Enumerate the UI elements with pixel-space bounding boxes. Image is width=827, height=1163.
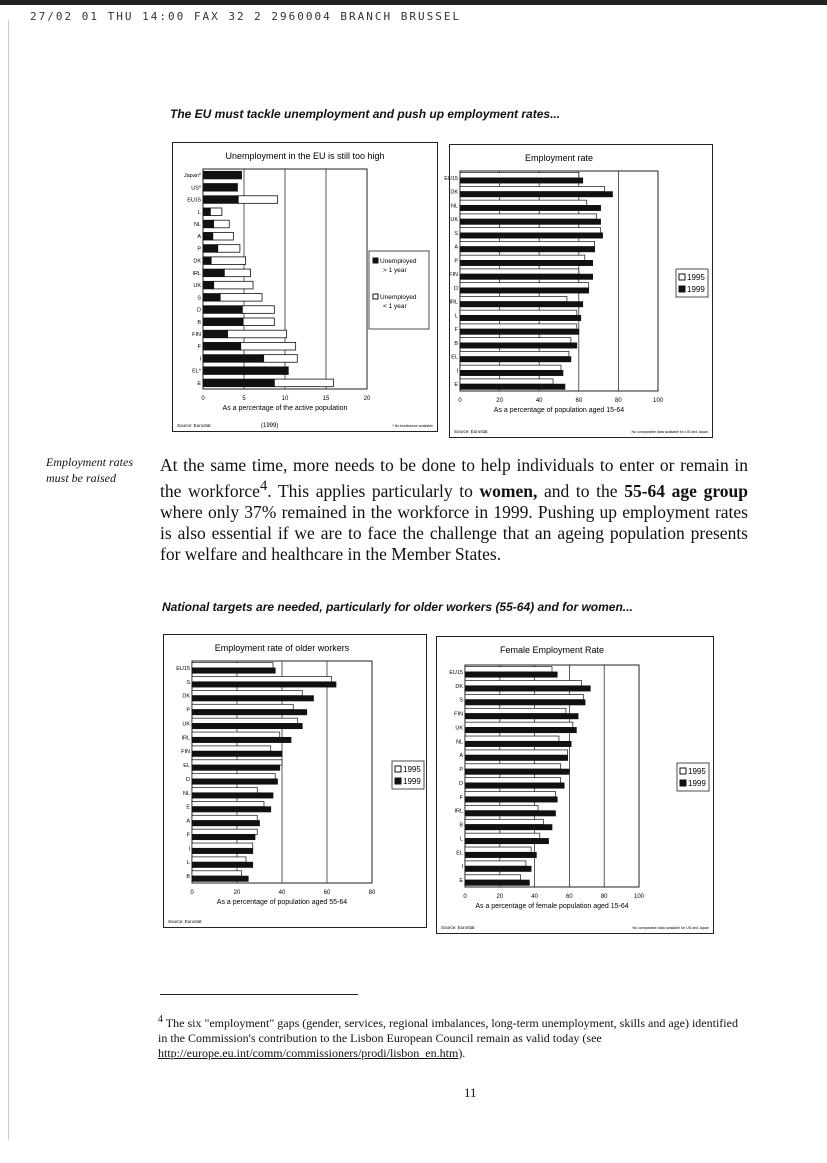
bar xyxy=(238,196,277,204)
legend-label: 1999 xyxy=(688,779,706,788)
chart-svg xyxy=(444,145,712,437)
footnote-mark: 4 xyxy=(158,1014,163,1025)
bar xyxy=(192,751,282,756)
category-label: Japan* xyxy=(183,173,201,180)
bar xyxy=(465,750,568,755)
footnote xyxy=(158,1012,748,1061)
bar xyxy=(465,811,555,816)
bar xyxy=(460,283,589,288)
tick-label: 60 xyxy=(323,890,331,896)
legend-swatch xyxy=(395,766,401,772)
category-label: F xyxy=(186,832,190,839)
legend-label: < 1 year xyxy=(383,303,407,310)
bar xyxy=(211,257,245,265)
bar xyxy=(228,330,287,338)
bar xyxy=(465,783,564,788)
bar xyxy=(465,861,526,866)
bar xyxy=(192,843,253,848)
bar xyxy=(203,306,242,314)
bar xyxy=(465,880,529,885)
body-text-2: . This applies particularly to xyxy=(267,480,480,501)
bar xyxy=(192,857,246,862)
bar xyxy=(460,296,567,301)
chart-title: Female Employment Rate xyxy=(499,645,605,655)
category-label: DK xyxy=(455,683,463,690)
bar xyxy=(192,760,282,765)
bar xyxy=(203,379,274,387)
bar xyxy=(460,351,569,356)
bar xyxy=(203,318,243,326)
note-label: No comparable data available for US and Japan xyxy=(632,926,709,930)
chart-title: Employment rate xyxy=(524,153,594,163)
bar xyxy=(192,779,278,784)
bar xyxy=(213,232,234,240)
bar xyxy=(192,793,273,798)
bar xyxy=(460,288,589,293)
bar xyxy=(192,829,257,834)
bar xyxy=(203,184,237,192)
bar xyxy=(460,205,601,210)
bar xyxy=(218,245,240,253)
tick-label: 40 xyxy=(535,398,543,404)
bar xyxy=(465,825,552,830)
category-label: UK xyxy=(450,217,458,224)
category-label: D xyxy=(186,776,190,783)
category-label: IRL xyxy=(192,270,201,277)
bar xyxy=(203,367,288,375)
bar xyxy=(460,241,595,246)
tick-label: 0 xyxy=(458,398,462,404)
bar xyxy=(192,821,260,826)
x-axis-label: As a percentage of female population aged 15-64 xyxy=(475,903,629,910)
fax-top-border xyxy=(0,0,827,5)
tick-label: 20 xyxy=(496,398,503,404)
category-label: NL xyxy=(193,222,201,228)
bar xyxy=(465,797,557,802)
bar xyxy=(242,306,274,314)
bar xyxy=(203,232,213,240)
legend-swatch xyxy=(373,294,378,299)
category-label: UK xyxy=(455,725,463,732)
bar xyxy=(220,294,262,302)
bar xyxy=(465,792,555,797)
x-axis-label: As a percentage of the active population xyxy=(222,405,348,412)
bar xyxy=(192,682,336,687)
category-label: B xyxy=(186,874,190,881)
bar xyxy=(460,315,581,320)
bar xyxy=(192,746,271,751)
bar xyxy=(192,834,255,839)
bar xyxy=(465,833,540,838)
tick-label: 0 xyxy=(190,890,194,896)
bar xyxy=(465,694,583,699)
x-axis-label: As a percentage of population aged 55-64 xyxy=(216,899,348,906)
legend-label: 1995 xyxy=(687,273,705,282)
category-label: UK xyxy=(182,721,190,728)
chart-employment-rate xyxy=(444,144,713,438)
bar xyxy=(460,192,612,197)
source-label: Source: Eurostat xyxy=(441,925,475,930)
chart-female-employment xyxy=(436,636,714,934)
tick-label: 40 xyxy=(531,894,538,900)
legend-label: 1999 xyxy=(403,777,421,786)
legend-label: Unemployed xyxy=(380,258,417,265)
bar xyxy=(243,318,274,326)
bar xyxy=(460,247,595,252)
bar xyxy=(203,281,214,289)
bar xyxy=(465,736,559,741)
category-label: S xyxy=(454,230,458,237)
tick-label: 10 xyxy=(281,396,289,402)
legend-label: 1995 xyxy=(403,765,421,774)
category-label: IRL xyxy=(454,808,463,815)
tick-label: 20 xyxy=(496,894,504,900)
bar xyxy=(210,208,221,216)
bar xyxy=(465,672,557,677)
bar xyxy=(192,876,248,881)
category-label: L xyxy=(454,313,458,320)
category-label: A xyxy=(186,818,190,825)
category-label: L xyxy=(186,860,190,867)
tick-label: 80 xyxy=(600,894,608,900)
bar xyxy=(465,805,538,810)
heading-unemployment: The EU must tackle unemployment and push up employment rates... xyxy=(170,107,561,121)
bar xyxy=(192,737,291,742)
category-label: EL xyxy=(451,354,458,361)
bar xyxy=(460,357,571,362)
category-label: EL* xyxy=(192,368,201,375)
bar xyxy=(192,732,280,737)
category-label: P xyxy=(197,246,201,253)
bar xyxy=(460,200,587,205)
category-label: EU15 xyxy=(449,669,463,676)
body-paragraph xyxy=(160,455,748,565)
bar xyxy=(460,228,601,233)
category-label: S xyxy=(186,679,190,686)
bar xyxy=(465,727,576,732)
category-label: IRL xyxy=(449,299,458,306)
bar xyxy=(460,370,563,375)
category-label: E xyxy=(459,878,463,885)
category-label: US* xyxy=(191,185,201,192)
category-label: A xyxy=(454,244,458,251)
footnote-ref: 4 xyxy=(259,478,268,494)
category-label: EL xyxy=(456,850,463,857)
bar xyxy=(465,764,561,769)
legend-label: 1999 xyxy=(687,285,705,294)
bar xyxy=(465,755,568,760)
bar xyxy=(203,342,241,350)
tick-label: 15 xyxy=(322,396,330,402)
bar xyxy=(203,330,228,338)
category-label: B xyxy=(197,319,201,326)
note-label: No comparable data available for US and Japan xyxy=(631,430,708,434)
bar xyxy=(460,379,553,384)
bar xyxy=(465,681,582,686)
tick-label: 80 xyxy=(368,890,376,896)
bar xyxy=(203,196,238,204)
bar xyxy=(460,178,583,183)
legend-swatch xyxy=(680,768,686,774)
bar xyxy=(460,186,605,191)
body-text-3: and to the xyxy=(537,480,625,501)
bar xyxy=(224,269,250,277)
bar xyxy=(460,269,579,274)
bar xyxy=(192,718,298,723)
bar xyxy=(192,765,280,770)
category-label: I xyxy=(456,368,458,375)
category-label: D xyxy=(454,285,458,292)
body-women: women, xyxy=(479,480,538,501)
tick-label: 40 xyxy=(278,890,286,896)
legend-swatch xyxy=(679,274,685,280)
bar xyxy=(460,274,593,279)
page-edge-line xyxy=(8,20,9,1140)
year-label: (1999) xyxy=(261,423,279,429)
category-label: FIN xyxy=(454,711,463,718)
tick-label: 5 xyxy=(242,396,246,402)
category-label: F xyxy=(197,344,201,351)
category-label: D xyxy=(197,307,201,314)
bar xyxy=(203,294,220,302)
bar xyxy=(460,214,597,219)
fax-header: 27/02 01 THU 14:00 FAX 32 2 2960004 BRANCH BRUSSEL xyxy=(30,10,462,23)
category-label: EU15 xyxy=(187,197,201,204)
footnote-rule xyxy=(160,994,358,995)
legend-label: 1995 xyxy=(688,767,706,776)
tick-label: 0 xyxy=(463,894,467,900)
category-label: B xyxy=(459,822,463,829)
source-label: Source: Eurostat xyxy=(454,429,488,434)
bar xyxy=(460,302,583,307)
category-label: S xyxy=(197,295,201,302)
body-text-1: At the same time, more needs to be done to help individuals to enter or remain in the workforce xyxy=(160,455,748,501)
category-label: FIN xyxy=(192,332,201,338)
category-label: E xyxy=(186,804,190,811)
body-age-group: 55-64 age group xyxy=(624,480,748,501)
footnote-end: ). xyxy=(458,1046,466,1060)
tick-label: 0 xyxy=(201,396,205,402)
tick-label: 100 xyxy=(652,398,664,404)
tick-label: 60 xyxy=(566,894,573,900)
category-label: E xyxy=(197,380,201,387)
category-label: EL xyxy=(183,763,190,770)
chart-svg xyxy=(164,635,426,927)
legend-swatch xyxy=(373,258,378,263)
bar xyxy=(465,686,590,691)
category-label: I xyxy=(199,356,201,363)
bar xyxy=(465,819,543,824)
bar xyxy=(460,384,565,389)
tick-label: 60 xyxy=(575,398,583,404)
bar xyxy=(203,257,211,265)
bar xyxy=(465,847,531,852)
bar xyxy=(460,219,601,224)
chart-unemployment xyxy=(172,142,438,432)
footnote-text: The six "employment" gaps (gender, services, regional imbalances, long-term unemployment, skills and age) identified in the Commission's contribution to the Lisbon European Council remain as valid today (see xyxy=(158,1016,738,1045)
bar xyxy=(465,700,585,705)
legend-swatch xyxy=(679,286,685,292)
source-label: Source: Eurostat xyxy=(177,423,211,428)
bar xyxy=(460,338,571,343)
bar xyxy=(192,663,273,668)
page-number: 11 xyxy=(464,1085,477,1100)
bar xyxy=(460,260,593,265)
bar xyxy=(192,677,332,682)
chart-svg xyxy=(437,637,713,933)
bar xyxy=(460,173,579,178)
category-label: EU15 xyxy=(444,175,458,182)
bar xyxy=(192,668,275,673)
bar xyxy=(465,769,569,774)
bar xyxy=(203,355,264,363)
bar xyxy=(465,667,552,672)
bar xyxy=(192,696,314,701)
bar xyxy=(214,220,230,228)
bar xyxy=(460,310,577,315)
bar xyxy=(460,365,561,370)
bar xyxy=(192,871,242,876)
category-label: B xyxy=(454,340,458,347)
chart-svg xyxy=(173,143,437,431)
bar xyxy=(465,708,566,713)
bar xyxy=(465,778,561,783)
bar xyxy=(192,774,275,779)
x-axis-label: As a percentage of population aged 15-64 xyxy=(493,407,625,414)
bar xyxy=(465,722,573,727)
bar xyxy=(192,815,257,820)
category-label: A xyxy=(197,234,201,241)
category-label: L xyxy=(459,836,463,843)
bar xyxy=(192,788,257,793)
bar xyxy=(465,714,578,719)
bar xyxy=(192,690,302,695)
bar xyxy=(460,329,579,334)
chart-title: Employment rate of older workers xyxy=(214,643,350,653)
bar xyxy=(192,723,302,728)
legend-label: Unemployed xyxy=(380,294,417,301)
source-label: Source: Eurostat xyxy=(168,919,202,924)
bar xyxy=(192,807,271,812)
tick-label: 20 xyxy=(363,396,371,402)
category-label: DK xyxy=(450,189,458,196)
note-label: * No breakdown available xyxy=(392,424,433,428)
category-label: I xyxy=(461,864,463,871)
bar xyxy=(203,220,214,228)
bar xyxy=(203,208,210,216)
category-label: IRL xyxy=(181,735,190,742)
heading-national-targets: National targets are needed, particularly for older workers (55-64) and for women... xyxy=(162,600,633,614)
bar xyxy=(192,848,253,853)
tick-label: 100 xyxy=(633,894,645,900)
bar xyxy=(465,866,531,871)
tick-label: 20 xyxy=(233,890,241,896)
category-label: P xyxy=(459,767,463,774)
bar xyxy=(274,379,333,387)
bar xyxy=(192,862,253,867)
category-label: P xyxy=(454,258,458,265)
body-text-4: where only 37% remained in the workforce in 1999. Pushing up employment rates is also essential if we are to face the challenge that an ageing population presents for welfare and healthcare in the Member States. xyxy=(160,501,748,564)
category-label: S xyxy=(459,697,463,704)
chart-older-workers xyxy=(163,634,427,928)
chart-title: Unemployment in the EU is still too high xyxy=(225,151,385,161)
bar xyxy=(460,255,585,260)
bar xyxy=(460,343,577,348)
footnote-link[interactable]: http://europe.eu.int/comm/commissioners/prodi/lisbon_en.htm xyxy=(158,1046,459,1060)
legend-label: > 1 year xyxy=(383,267,407,274)
category-label: UK xyxy=(193,283,201,290)
category-label: DK xyxy=(193,258,201,265)
bar xyxy=(465,838,549,843)
bar xyxy=(203,171,242,179)
tick-label: 80 xyxy=(615,398,622,404)
bar xyxy=(264,355,298,363)
category-label: E xyxy=(454,382,458,389)
category-label: NL xyxy=(450,203,458,210)
category-label: F xyxy=(459,794,463,801)
category-label: DK xyxy=(182,693,190,700)
bar xyxy=(465,852,536,857)
bar xyxy=(460,324,577,329)
category-label: NL xyxy=(455,739,463,746)
bar xyxy=(465,875,521,880)
category-label: F xyxy=(454,327,458,334)
bar xyxy=(214,281,253,289)
bar xyxy=(241,342,296,350)
category-label: FIN xyxy=(181,749,190,756)
legend-swatch xyxy=(680,780,686,786)
category-label: D xyxy=(459,780,463,787)
bar xyxy=(465,741,571,746)
bar xyxy=(203,269,224,277)
category-label: FIN xyxy=(449,272,458,279)
category-label: P xyxy=(186,707,190,714)
bar xyxy=(192,704,293,709)
category-label: I xyxy=(188,846,190,853)
category-label: A xyxy=(459,753,463,760)
bar xyxy=(203,245,218,253)
bar xyxy=(192,801,264,806)
category-label: NL xyxy=(182,790,190,797)
bar xyxy=(460,233,603,238)
category-label: EU15 xyxy=(176,665,190,672)
margin-note: Employment rates must be raised xyxy=(46,455,133,485)
category-label: L xyxy=(197,209,201,216)
bar xyxy=(192,710,307,715)
legend-swatch xyxy=(395,778,401,784)
